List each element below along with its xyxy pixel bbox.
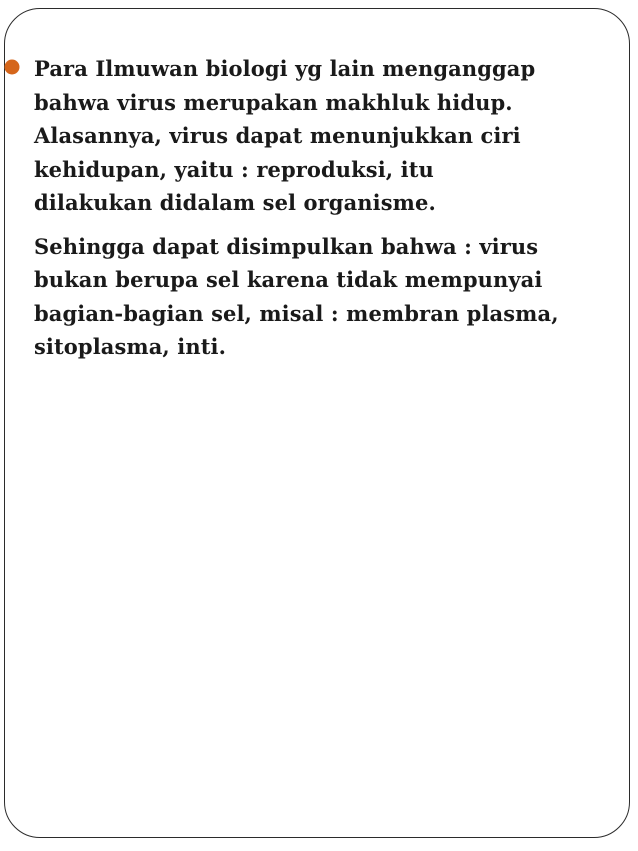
paragraph-1: Para Ilmuwan biologi yg lain menganggap bahwa virus merupakan makhluk hidup. Alasannya, virus dapat menunjukkan ciri kehidupan, yaitu : reproduksi, itu dilakukan didalam sel organisme. [34, 56, 536, 215]
paragraph-2: Sehingga dapat disimpulkan bahwa : virus bukan berupa sel karena tidak mempunyai bagian-bagian sel, misal : membran plasma, sitoplasma, inti. [34, 233, 559, 359]
bullet-icon [4, 59, 20, 75]
slide-content [34, 52, 594, 364]
